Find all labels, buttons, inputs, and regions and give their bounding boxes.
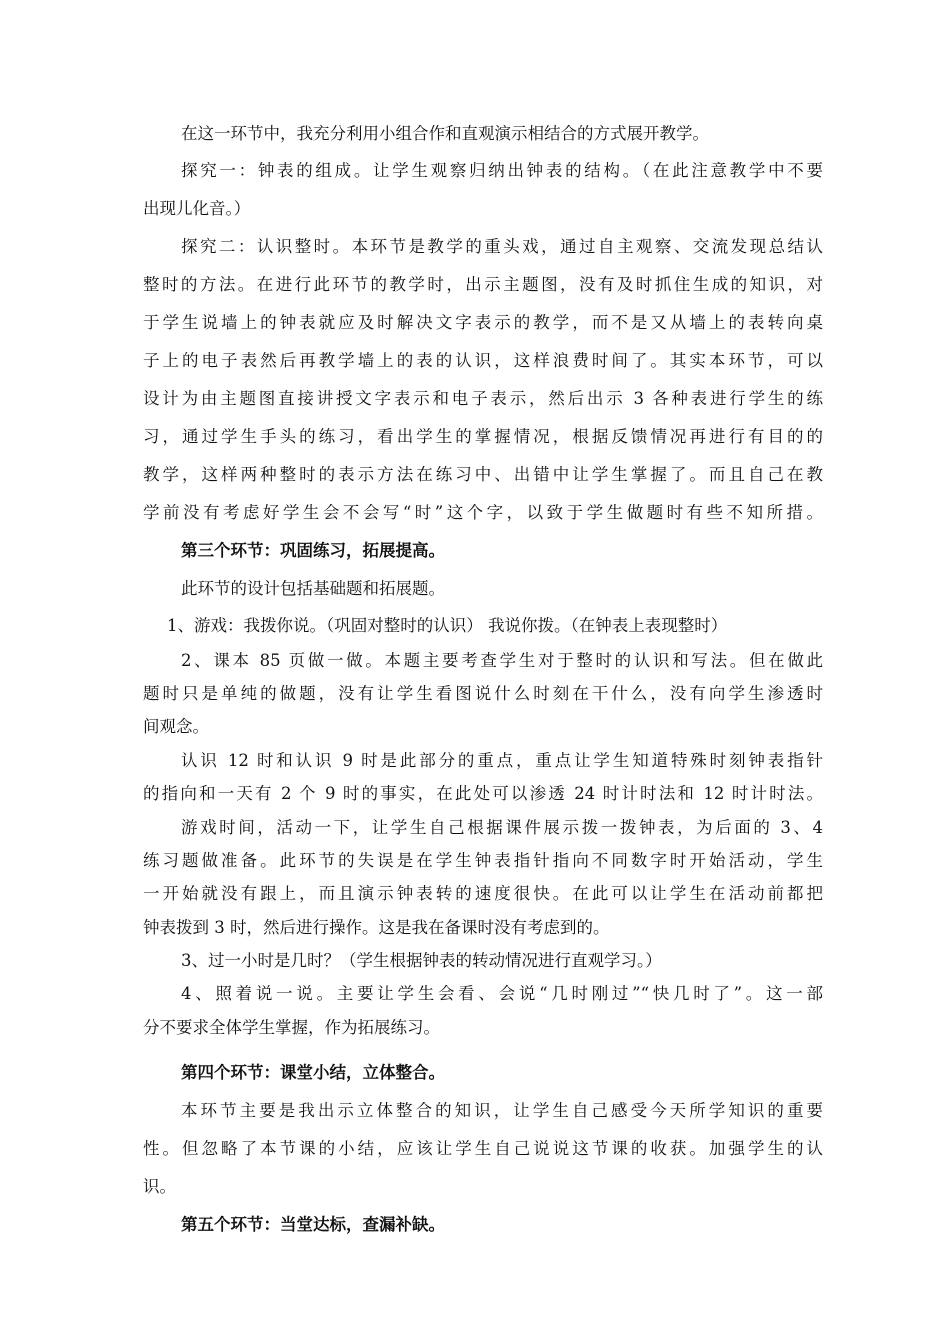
paragraph-line: 本环节主要是我出示立体整合的知识，让学生自己感受今天所学知识的重要 bbox=[181, 1101, 823, 1120]
paragraph-line: 1、游戏：我拨你说。（巩固对整时的认识） 我说你拨。（在钟表上表现整时） bbox=[167, 616, 728, 635]
paragraph-line: 子上的电子表然后再教学墙上的表的认识，这样浪费时间了。其实本环节，可以 bbox=[143, 351, 823, 370]
paragraph-line: 的指向和一天有 2 个 9 时的事实，在此处可以渗透 24 时计时法和 12 时计时法。 bbox=[143, 784, 823, 803]
section-heading: 第四个环节：课堂小结，立体整合。 bbox=[181, 1063, 445, 1082]
paragraph-line: 识。 bbox=[143, 1177, 176, 1196]
paragraph-line: 认识 12 时和认识 9 时是此部分的重点，重点让学生知道特殊时刻钟表指针 bbox=[181, 751, 823, 770]
paragraph-line: 分不要求全体学生掌握，作为拓展练习。 bbox=[143, 1018, 440, 1037]
paragraph-line: 4、照着说一说。主要让学生会看、会说“几时刚过”“快几时了”。这一部 bbox=[181, 984, 823, 1003]
paragraph-line: 学前没有考虑好学生会不会写“时”这个字，以致于学生做题时有些不知所措。 bbox=[143, 503, 823, 522]
section-heading: 第五个环节：当堂达标，查漏补缺。 bbox=[181, 1215, 445, 1234]
paragraph-line: 3、过一小时是几时？（学生根据钟表的转动情况进行直观学习。） bbox=[181, 951, 662, 970]
paragraph-line: 教学，这样两种整时的表示方法在练习中、出错中让学生掌握了。而且自己在教 bbox=[143, 465, 823, 484]
paragraph-line: 出现儿化音。） bbox=[143, 199, 251, 218]
paragraph-line: 此环节的设计包括基础题和拓展题。 bbox=[181, 579, 445, 598]
paragraph-line: 题时只是单纯的做题，没有让学生看图说什么时刻在干什么，没有向学生渗透时 bbox=[143, 684, 823, 703]
paragraph-line: 设计为由主题图直接讲授文字表示和电子表示，然后出示 3 各种表进行学生的练 bbox=[143, 389, 823, 408]
paragraph-line: 间观念。 bbox=[143, 717, 209, 736]
paragraph-line: 性。但忽略了本节课的小结，应该让学生自己说说这节课的收获。加强学生的认 bbox=[143, 1139, 823, 1158]
paragraph-line: 练习题做准备。此环节的失误是在学生钟表指针指向不同数字时开始活动，学生 bbox=[143, 851, 823, 870]
paragraph-line: 探究二：认识整时。本环节是教学的重头戏，通过自主观察、交流发现总结认 bbox=[181, 237, 823, 256]
paragraph-line: 钟表拨到 3 时，然后进行操作。这是我在备课时没有考虑到的。 bbox=[143, 918, 610, 937]
paragraph-line: 游戏时间，活动一下，让学生自己根据课件展示拨一拨钟表，为后面的 3、4 bbox=[181, 818, 823, 837]
paragraph-line: 习，通过学生手头的练习，看出学生的掌握情况，根据反馈情况再进行有目的的 bbox=[143, 427, 823, 446]
paragraph-line: 探究一：钟表的组成。让学生观察归纳出钟表的结构。（在此注意教学中不要 bbox=[181, 161, 823, 180]
paragraph-line: 在这一环节中，我充分利用小组合作和直观演示相结合的方式展开教学。 bbox=[181, 124, 709, 143]
paragraph-line: 整时的方法。在进行此环节的教学时，出示主题图，没有及时抓住生成的知识，对 bbox=[143, 275, 823, 294]
paragraph-line: 于学生说墙上的钟表就应及时解决文字表示的教学，而不是又从墙上的表转向桌 bbox=[143, 313, 823, 332]
section-heading: 第三个环节：巩固练习，拓展提高。 bbox=[181, 541, 445, 560]
paragraph-line: 一开始就没有跟上，而且演示钟表转的速度很快。在此可以让学生在活动前都把 bbox=[143, 884, 823, 903]
paragraph-line: 2、课本 85 页做一做。本题主要考查学生对于整时的认识和写法。但在做此 bbox=[181, 651, 823, 670]
